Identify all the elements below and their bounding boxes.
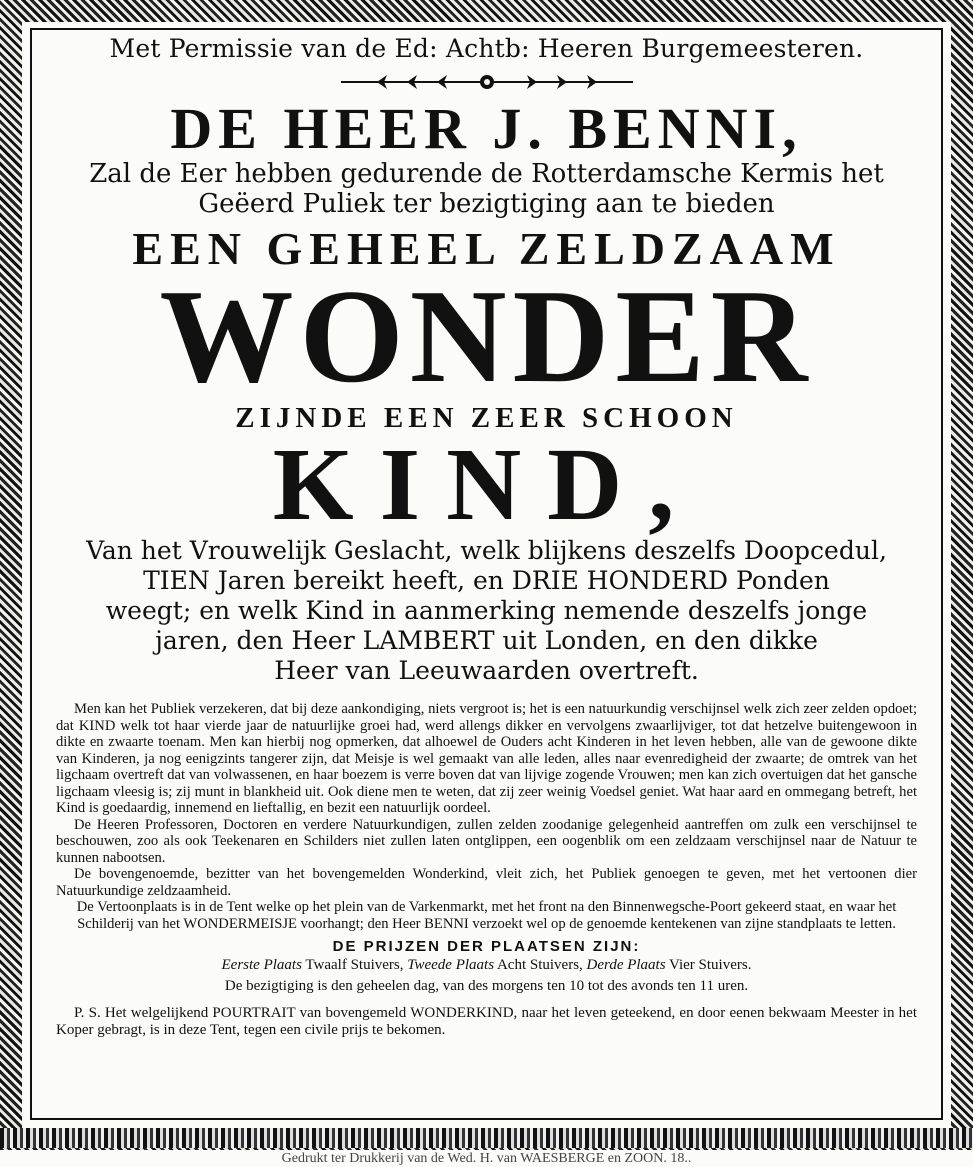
price-third-label: Derde Plaats [586, 957, 666, 973]
price-first-value: Twaalf Stuivers, [301, 957, 408, 973]
price-second-label: Tweede Plaats [407, 957, 495, 973]
heading-benni: DE HEER J. BENNI, [170, 96, 803, 161]
paragraph-verzekeren: Men kan het Publiek verzekeren, dat bij deze aankondiging, niets vergroot is; het is een natuurkundig verschijnsel welk zich zeer zelden opdoet; dat KIND welk tot haar vierde jaar de natuurlijke groei had, werd allengs dikker en vervolgens zwaarlijviger, tot dat hetzelve buitengewoon in dikte en zwaarte toenam. Men kan hierbij nog opmerken, dat alhoewel de Ouders acht Kinderen in het leven hebben, alle van de gewoone dikte van Kinderen, ja nog eenigzints tangerer zijn, dat Meisje is wel gemaakt van alle leden, alles naar evenredigheid der zwaarte; de omtrek van het ligchaam overtreft dat van volwassenen, en haar boezem is verre boven dat van lijvige zogende Vrouwen; men kan zich overtuigen dat het gansche ligchaam vleesig is; zij munt in blankheid uit. Ook diene men te weten, dat zij zeer weinig Voedsel geniet. Wat haar aard en ommegang betreft, het Kind is goedaardig, innemend en lieftallig, en bezit een natuurlijk oordeel. [56, 701, 917, 816]
price-first-label: Eerste Plaats [221, 957, 302, 973]
intro-line-3: weegt; en welk Kind in aanmerking nemende deszelfs jonge [105, 596, 868, 625]
ornament-divider [337, 71, 637, 93]
intro-line-1: Van het Vrouwelijk Geslacht, welk blijkens deszelfs Doopcedul, [86, 536, 887, 565]
printer-imprint: Gedrukt ter Drukkerij van de Wed. H. van WAESBERGE en ZOON. 18.. [281, 1151, 692, 1166]
intro-line-4: jaren, den Heer LAMBERT uit Londen, en den dikke [155, 626, 818, 655]
heading-zeldzaam: EEN GEHEEL ZELDZAAM [132, 223, 841, 274]
intro-line-5: Heer van Leeuwaarden overtreft. [274, 656, 699, 685]
intro-line-2: TIEN Jaren bereikt heeft, en DRIE HONDERD Ponden [143, 566, 830, 595]
body-text [56, 701, 917, 932]
viewing-hours: De bezigtiging is den geheelen dag, van des morgens ten 10 tot des avonds ten 11 uren. [224, 978, 749, 994]
paragraph-bezitter: De bovengenoemde, bezitter van het bovengemelden Wonderkind, vleit zich, het Publiek genoegen te geven, met het vertoonen dier Natuurkundige zeldzaamheid. [56, 866, 917, 899]
bottom-border-band [0, 1128, 973, 1148]
prices-heading: DE PRIJZEN DER PLAATSEN ZIJN: [332, 938, 641, 955]
heading-kind: KIND, [272, 427, 701, 542]
line-bieden: Geëerd Puliek ter bezigtiging aan te bieden [198, 189, 775, 219]
prices-line [48, 957, 925, 974]
poster-content [48, 32, 925, 1039]
scroll-ornament-icon [337, 71, 637, 93]
postscript: P. S. Het welgelijkend POURTRAIT van bovengemeld WONDERKIND, naar het leven geteekend, en door eenen bekwaam Meester in het Koper gebragt, is in deze Tent, tegen een civile prijs te bekomen. [56, 1005, 917, 1038]
heading-schoon: ZIJNDE EEN ZEER SCHOON [235, 402, 738, 434]
paragraph-professoren: De Heeren Professoren, Doctoren en verdere Natuurkundigen, zullen zelden zoodanige gelegenheid aantreffen om zulk een verschijnsel te beschouwen, zoo als ook Teekenaren en Schilders niet zullen laten ontglippen, een oogenblik om een zeldzaam verschijnsel naar de Natuur te kunnen nabootsen. [56, 816, 917, 866]
permission-line: Met Permissie van de Ed: Achtb: Heeren Burgemeesteren. [109, 34, 864, 63]
heading-wonder: WONDER [159, 262, 814, 410]
line-kermis: Zal de Eer hebben gedurende de Rotterdamsche Kermis het [89, 159, 884, 189]
paragraph-vertoonplaats: De Vertoonplaats is in de Tent welke op het plein van de Varkenmarkt, met het front na den Binnenwegsche-Poort gekeerd staat, en waar het Schilderij van het WONDERMEISJE voorhangt; den Heer BENNI verzoekt wel op de genoemde kentekenen van zijne standplaats te letten. [76, 899, 897, 932]
price-third-value: Vier Stuivers. [665, 957, 752, 973]
price-second-value: Acht Stuivers, [494, 957, 587, 973]
